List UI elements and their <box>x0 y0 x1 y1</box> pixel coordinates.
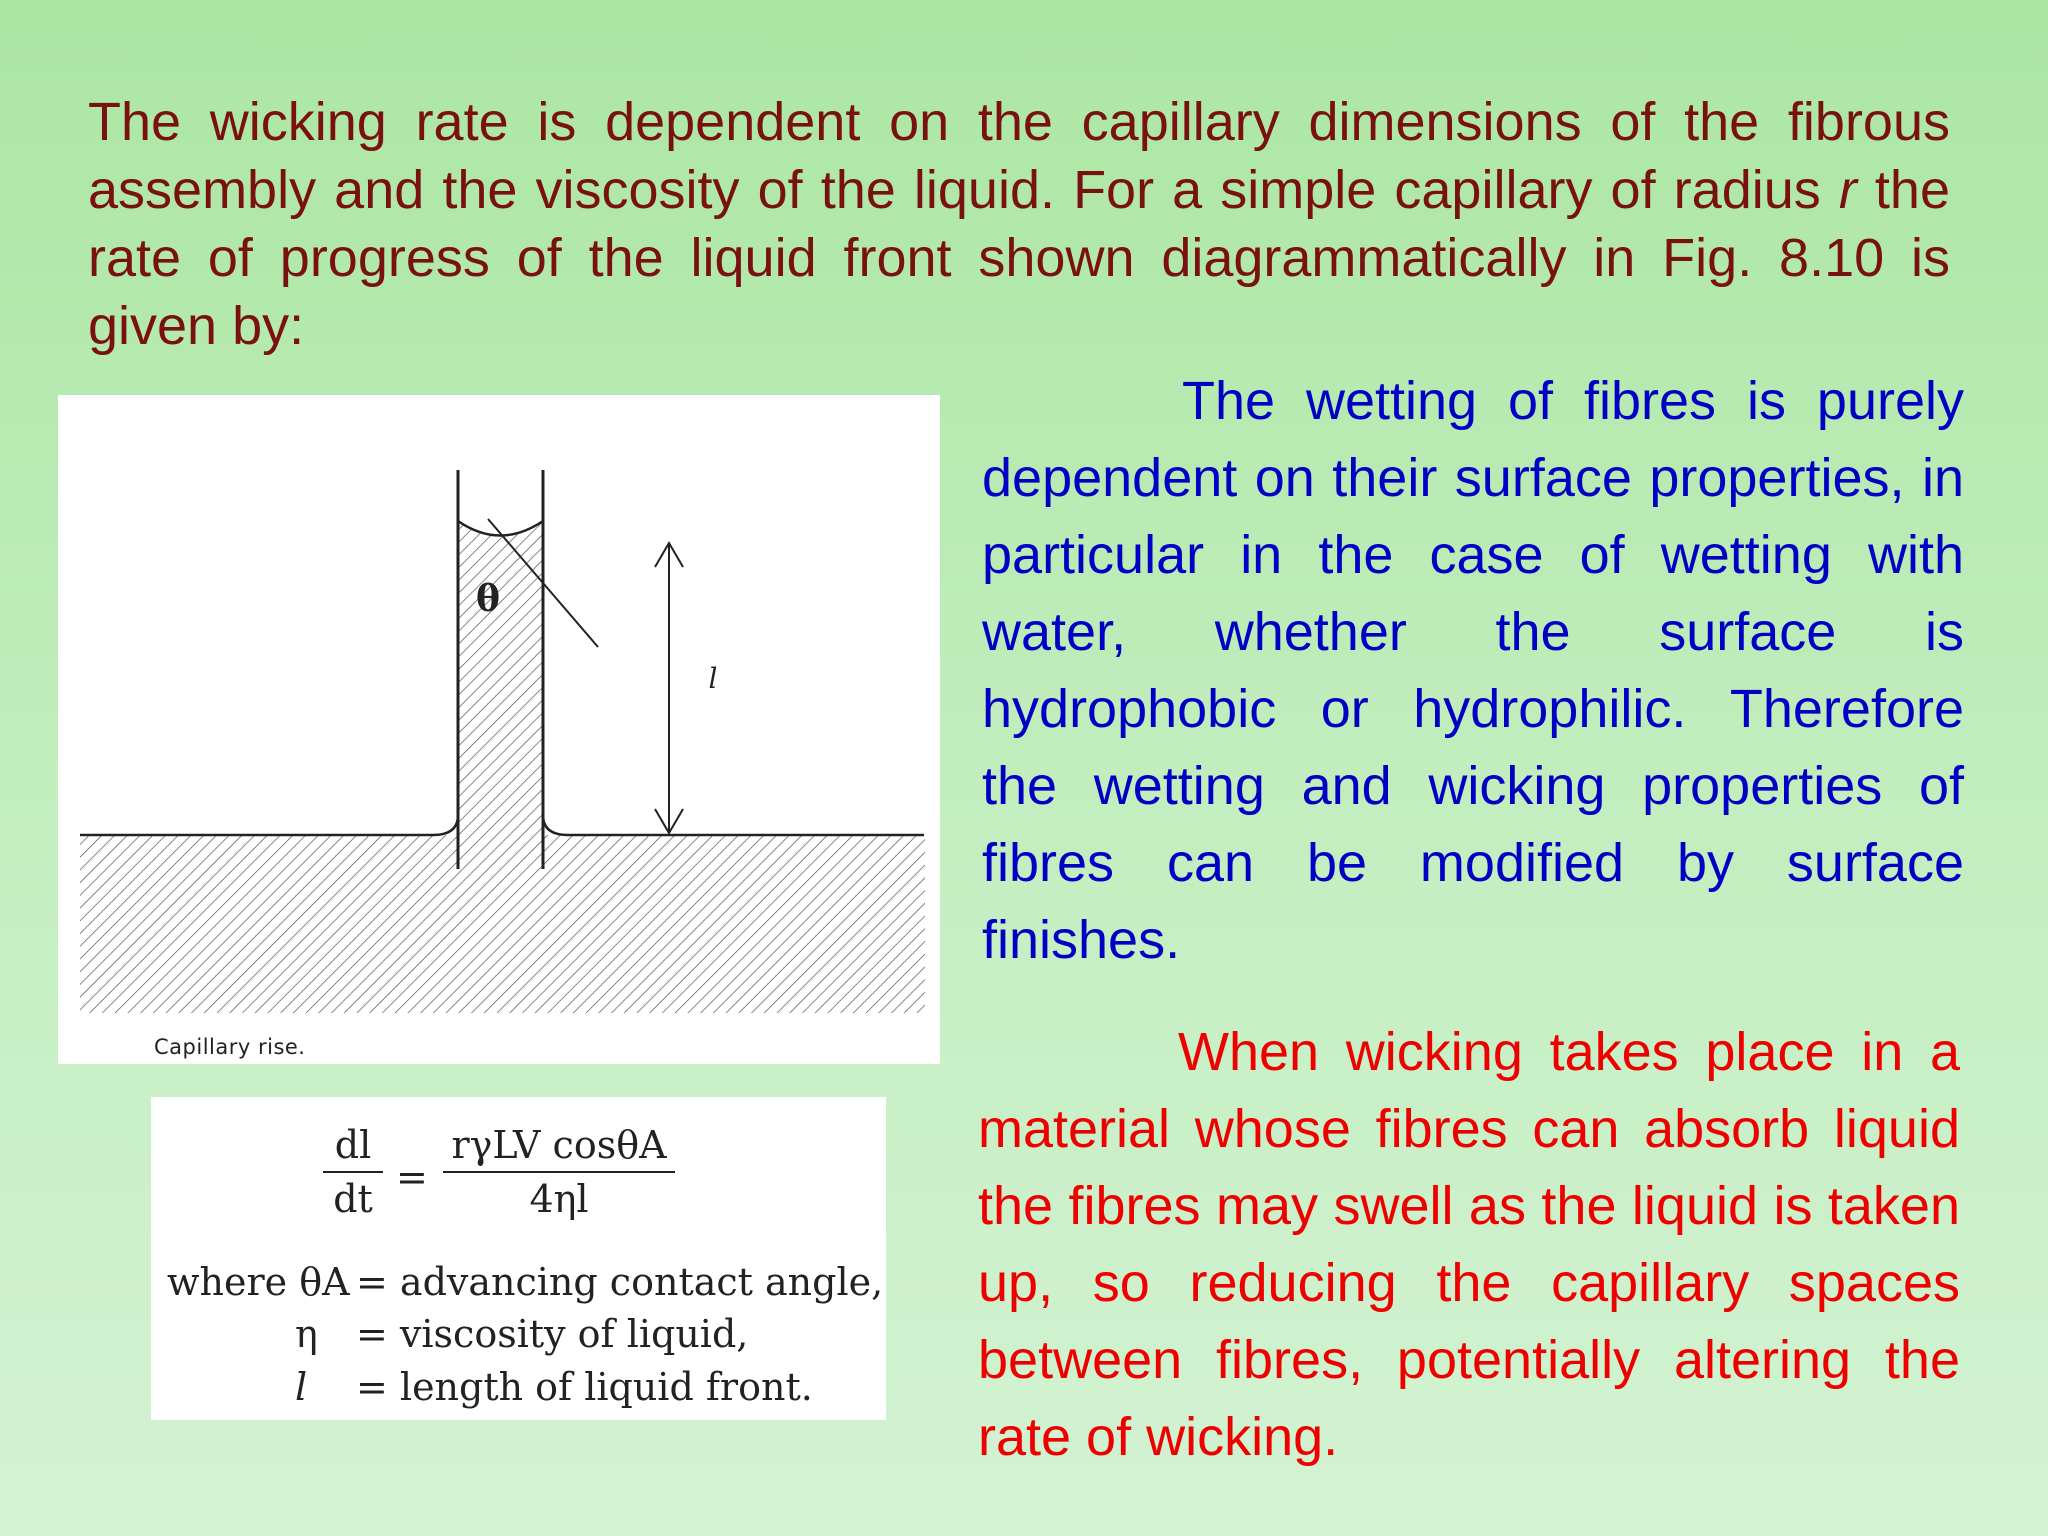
def-contact-angle: = advancing contact angle, <box>356 1260 884 1304</box>
intro-paragraph: The wicking rate is dependent on the capillary dimensions of the fibrous assembly and the viscosity of the liquid. For a simple capillary of radius r the rate of progress of the liquid front shown diagrammatically in Fig. 8.10 is given by: <box>88 92 1950 356</box>
lhs-denominator: dt <box>333 1177 373 1221</box>
equation-box <box>151 1097 886 1420</box>
rhs-fraction <box>443 1123 675 1221</box>
lhs-fraction <box>323 1123 383 1221</box>
liquid-reservoir <box>80 835 925 1013</box>
rhs-denominator: 4ηl <box>529 1177 589 1221</box>
radius-symbol: r <box>1838 160 1857 220</box>
where-label: where θA <box>167 1260 350 1304</box>
angle-label: θ <box>475 578 501 620</box>
def-length: = length of liquid front. <box>356 1365 813 1409</box>
eta-symbol: η <box>295 1312 318 1356</box>
equals-sign: = <box>396 1155 428 1199</box>
lhs-numerator: dl <box>334 1123 372 1167</box>
length-label: l <box>708 662 718 695</box>
l-symbol: l <box>295 1365 308 1409</box>
wicking-paragraph: When wicking takes place in a material whose fibres can absorb liquid the fibres may swell as the liquid is taken up, so reducing the capillary spaces between fibres, potentially altering the rate of wicking. <box>978 1022 1960 1467</box>
wetting-paragraph: The wetting of fibres is purely dependent on their surface properties, in particular in the case of wetting with water, whether the surface is hydrophobic or hydrophilic. Therefore the wetting and wicking properties of fibres can be modified by surface finishes. <box>982 371 1964 970</box>
rhs-numerator: rγLV cosθA <box>451 1123 667 1167</box>
capillary-rise-figure <box>58 395 940 1064</box>
figure-caption: Capillary rise. <box>154 1035 306 1059</box>
def-viscosity: = viscosity of liquid, <box>356 1312 749 1356</box>
capillary-diagram <box>58 395 940 1064</box>
